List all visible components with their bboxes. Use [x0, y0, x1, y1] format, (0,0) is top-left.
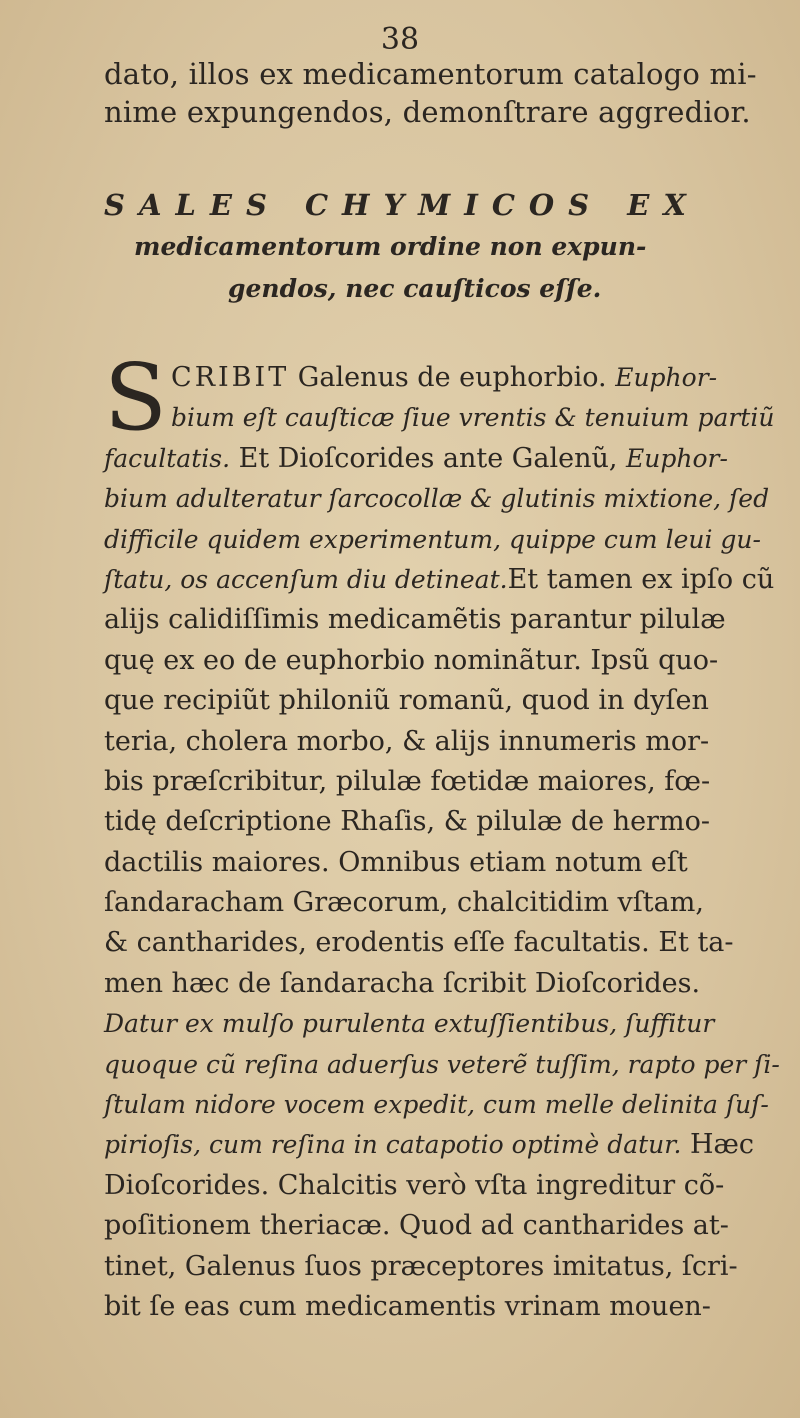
text-line: que recipiũt philoniũ romanũ, quod in dyſen	[104, 685, 709, 717]
roman-run: Galenus de euphorbio.	[289, 362, 616, 393]
text-line: quoque cũ reſina aduerſus veterẽ tuſſim, rapto per ſi-	[104, 1049, 780, 1079]
italic-run: Euphor-	[615, 363, 718, 392]
text-line: men hæc de ſandaracha ſcribit Dioſcorides.	[104, 967, 701, 999]
text-line: poſitionem theriacæ. Quod ad cantharides at-	[104, 1210, 729, 1242]
text-line: quę ex eo de euphorbio nominãtur. Ipsũ quo-	[104, 644, 719, 676]
italic-run: pirioſis, cum reſina in catapotio optimè datur.	[104, 1130, 682, 1160]
text-line: nime expungendos, demonſtrare aggredior.	[104, 95, 751, 129]
text-line: tinet, Galenus ſuos præceptores imitatus, ſcri-	[104, 1250, 738, 1282]
text-line: ſtulam nidore vocem expedit, cum melle delinita ſuſ-	[104, 1090, 769, 1120]
text-line: teria, cholera morbo, & alijs innumeris mor-	[104, 725, 710, 757]
body-lines	[104, 398, 780, 1327]
text-line: tidę deſcriptione Rhaſis, & pilulæ de hermo-	[104, 806, 710, 838]
text-line: bium eſt cauſticæ ſiue vrentis & tenuium partiũ	[171, 403, 775, 433]
drop-capital: S	[104, 344, 168, 451]
text-line: dactilis maiores. Omnibus etiam notum eſt	[104, 846, 688, 878]
italic-run: Euphor-	[626, 443, 728, 473]
roman-run: Et tamen ex ipſo cũ	[507, 563, 775, 595]
heading-line-1: SALES CHYMICOS EX	[104, 188, 700, 222]
section-heading	[104, 184, 744, 310]
text-line	[104, 560, 775, 600]
text-line: bit ſe eas cum medicamentis vrinam mouen-	[104, 1290, 711, 1322]
italic-run: ſtatu, os accenſum diu detineat.	[104, 564, 508, 594]
text-line: Datur ex mulſo purulenta extuſſientibus, ſuffitur	[104, 1009, 715, 1039]
text-line: ſandaracham Græcorum, chalcitidim vſtam,	[104, 887, 704, 919]
text-line: dato, illos ex medicamentorum catalogo mi-	[104, 57, 757, 91]
text-line	[104, 439, 744, 479]
page-number: 38	[380, 22, 420, 57]
intro-text	[104, 55, 757, 131]
text-line	[104, 1125, 755, 1165]
roman-run: Hæc	[681, 1129, 755, 1161]
heading-line-3: gendos, nec cauſticos eſſe.	[228, 274, 602, 303]
heading-line-2: medicamentorum ordine non expun-	[134, 232, 647, 261]
body-text	[104, 344, 780, 1327]
text-line: bis præſcribitur, pilulæ fœtidæ maiores, fœ-	[104, 765, 711, 797]
italic-run: facultatis.	[104, 443, 231, 473]
text-line: difficile quidem experimentum, quippe cum leui gu-	[104, 524, 761, 554]
text-line: bium adulteratur ſarcocollæ & glutinis mixtione, ſed	[104, 484, 770, 514]
roman-run: Et Dioſcorides ante Galenũ,	[230, 442, 627, 474]
text-line: & cantharides, erodentis eſſe facultatis. Et ta-	[104, 927, 734, 959]
text-line: alijs calidiſſimis medicamẽtis parantur pilulæ	[104, 604, 726, 636]
smallcaps-run: CRIBIT	[171, 362, 290, 393]
text-line: Dioſcorides. Chalcitis verò vſta ingreditur cõ-	[104, 1169, 725, 1201]
